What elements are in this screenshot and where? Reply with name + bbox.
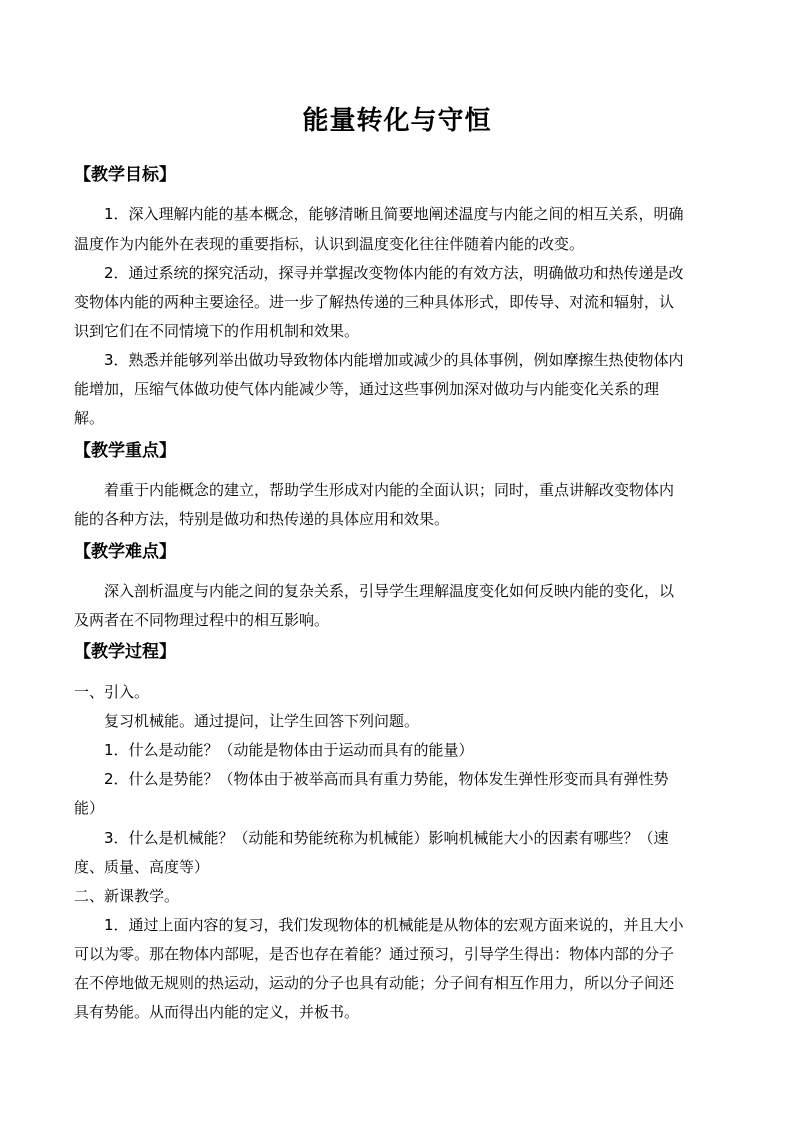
goals-line: 识到它们在不同情境下的作用机制和效果。 <box>74 322 360 340</box>
section-heading-difficulties: 【教学难点】 <box>74 542 176 562</box>
key-points-line: 能的各种方法，特别是做功和热传递的具体应用和效果。 <box>74 510 450 528</box>
process-line: 1．通过上面内容的复习，我们发现物体的机械能是从物体的宏观方面来说的，并且大小 <box>104 916 684 934</box>
process-line: 1．什么是动能？（动能是物体由于运动而具有的能量） <box>104 741 474 759</box>
goals-line: 变物体内能的两种主要途径。进一步了解热传递的三种具体形式，即传导、对流和辐射，认 <box>74 293 675 311</box>
section-heading-process: 【教学过程】 <box>74 642 176 662</box>
process-line: 复习机械能。通过提问，让学生回答下列问题。 <box>104 712 420 730</box>
process-line: 在不停地做无规则的热运动，运动的分子也具有动能；分子间有相互作用力，所以分子间还 <box>74 974 675 992</box>
process-line: 具有势能。从而得出内能的定义，并板书。 <box>74 1003 360 1021</box>
section-heading-key-points: 【教学重点】 <box>74 441 176 461</box>
difficulties-line: 及两者在不同物理过程中的相互影响。 <box>74 611 330 629</box>
process-line: 2．什么是势能？（物体由于被举高而具有重力势能，物体发生弹性形变而具有弹性势 <box>104 770 669 788</box>
key-points-line: 着重于内能概念的建立，帮助学生形成对内能的全面认识；同时，重点讲解改变物体内 <box>104 481 675 499</box>
goals-line: 3．熟悉并能够列举出做功导致物体内能增加或减少的具体事例，例如摩擦生热使物体内 <box>104 351 684 369</box>
goals-line: 1．深入理解内能的基本概念，能够清晰且简要地阐述温度与内能之间的相互关系，明确 <box>104 205 684 223</box>
goals-line: 2．通过系统的探究活动，探寻并掌握改变物体内能的有效方法，明确做功和热传递是改 <box>104 264 684 282</box>
goals-line: 能增加，压缩气体做功使气体内能减少等，通过这些事例加深对做功与内能变化关系的理 <box>74 380 660 398</box>
process-line: 一、引入。 <box>74 683 150 701</box>
document-title: 能量转化与守恒 <box>302 106 492 136</box>
process-line: 3．什么是机械能？（动能和势能统称为机械能）影响机械能大小的因素有哪些？（速 <box>104 829 669 847</box>
section-heading-goals: 【教学目标】 <box>74 165 176 185</box>
difficulties-line: 深入剖析温度与内能之间的复杂关系，引导学生理解温度变化如何反映内能的变化，以 <box>104 582 675 600</box>
process-line: 可以为零。那在物体内部呢，是否也存在着能？通过预习，引导学生得出：物体内部的分子 <box>74 945 675 963</box>
goals-line: 温度作为内能外在表现的重要指标，认识到温度变化往往伴随着内能的改变。 <box>74 235 585 253</box>
goals-line: 解。 <box>74 409 105 427</box>
process-line: 二、新课教学。 <box>74 887 180 905</box>
process-line: 度、质量、高度等） <box>74 858 210 876</box>
process-line: 能） <box>74 799 105 817</box>
